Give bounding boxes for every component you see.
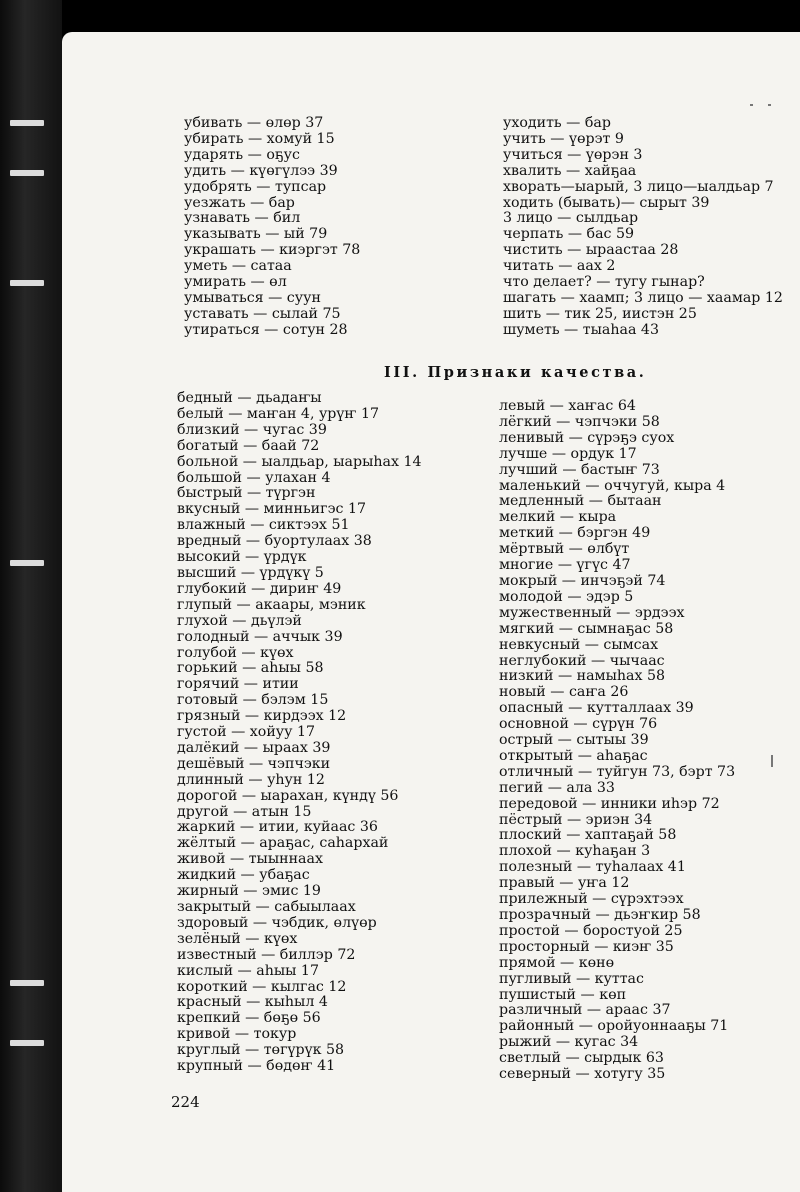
dictionary-entry: неглубокий — чычаас <box>499 652 665 669</box>
dictionary-entry: низкий — намыһах 58 <box>499 668 666 685</box>
dictionary-entry: горячий — итии <box>177 676 299 693</box>
dictionary-entry: кислый — аһыы 17 <box>177 962 319 979</box>
dictionary-entry: лёгкий — чэпчэки 58 <box>499 413 660 430</box>
dictionary-entry: утираться — сотун 28 <box>184 321 348 338</box>
dictionary-entry: пёстрый — эриэн 34 <box>499 811 653 828</box>
dictionary-entry: убивать — өлөр 37 <box>184 115 324 131</box>
dictionary-entry: убирать — хомуй 15 <box>184 130 335 147</box>
dictionary-entry: удобрять — тупсар <box>184 178 327 195</box>
dictionary-entry: лучше — ордук 17 <box>499 445 637 462</box>
dictionary-entry: крепкий — бөҕө 56 <box>177 1010 321 1027</box>
dictionary-entry: хвалить — хайҕаа <box>503 162 637 179</box>
scan-speck <box>768 104 771 106</box>
dictionary-entry: уметь — сатаа <box>184 258 292 275</box>
dictionary-entry: узнавать — бил <box>184 210 301 227</box>
dictionary-entry: левый — хаҥас 64 <box>499 398 636 414</box>
dictionary-entry: мужественный — эрдээх <box>499 604 685 621</box>
scan-speck <box>771 755 773 767</box>
dictionary-entry: плохой — куһаҕан 3 <box>499 843 651 860</box>
dictionary-entry: красный — кыһыл 4 <box>177 994 328 1011</box>
dictionary-entry: что делает? — тугу гынар? <box>503 274 705 291</box>
spine-mark <box>10 1040 44 1046</box>
dictionary-entry: кривой — токур <box>177 1026 297 1043</box>
dictionary-entry: острый — сытыы 39 <box>499 732 649 749</box>
dictionary-entry: пегий — ала 33 <box>499 779 615 796</box>
dictionary-entry: меткий — бэргэн 49 <box>499 525 651 542</box>
dictionary-entry: опасный — кутталлаах 39 <box>499 700 694 717</box>
dictionary-entry: короткий — кылгас 12 <box>177 978 347 995</box>
dictionary-entry: мокрый — инчэҕэй 74 <box>499 572 666 589</box>
dictionary-entry: больной — ыалдьар, ыарыһах 14 <box>177 453 422 470</box>
bottom-right-column <box>499 399 735 1083</box>
dictionary-entry: полезный — туһалаах 41 <box>499 859 686 876</box>
dictionary-entry: шуметь — тыаһаа 43 <box>503 321 659 338</box>
dictionary-entry: простой — боростуой 25 <box>499 922 683 939</box>
dictionary-entry: лучший — бастыҥ 73 <box>499 461 660 478</box>
dictionary-entry: уходить — бар <box>503 115 611 131</box>
spine-mark <box>10 170 44 176</box>
dictionary-entry: грязный — кирдээх 12 <box>177 708 347 725</box>
dictionary-entry: ходить (бывать)— сырыт 39 <box>503 194 710 211</box>
top-left-column <box>184 116 360 339</box>
dictionary-entry: светлый — сырдык 63 <box>499 1050 664 1067</box>
dictionary-entry: круглый — төгүрүк 58 <box>177 1042 345 1059</box>
dictionary-entry: отличный — туйгун 73, бэрт 73 <box>499 763 736 780</box>
bottom-left-column <box>177 391 422 1075</box>
dictionary-entry: указывать — ый 79 <box>184 226 328 243</box>
dictionary-entry: открытый — аһаҕас <box>499 747 648 764</box>
book-spine <box>0 0 62 1192</box>
dictionary-entry: высший — үрдүкү 5 <box>177 564 324 581</box>
dictionary-entry: основной — сүрүн 76 <box>499 716 658 733</box>
dictionary-entry: пугливый — куттас <box>499 970 644 987</box>
dictionary-entry: голодный — аччык 39 <box>177 628 343 645</box>
book-page <box>62 32 800 1192</box>
dictionary-entry: глупый — акаары, мэник <box>177 596 366 613</box>
dictionary-entry: близкий — чугас 39 <box>177 421 327 438</box>
dictionary-entry: уставать — сылай 75 <box>184 305 341 322</box>
dictionary-entry: жирный — эмис 19 <box>177 883 321 900</box>
dictionary-entry: новый — саҥа 26 <box>499 684 629 701</box>
dictionary-entry: глухой — дьүлэй <box>177 612 302 629</box>
dictionary-entry: читать — аах 2 <box>503 258 616 275</box>
dictionary-entry: зелёный — күөх <box>177 930 298 947</box>
dictionary-entry: здоровый — чэбдик, өлүөр <box>177 914 377 931</box>
dictionary-entry: быстрый — түргэн <box>177 485 316 502</box>
dictionary-entry: ударять — оҕус <box>184 146 300 163</box>
dictionary-entry: уезжать — бар <box>184 194 295 211</box>
dictionary-entry: мягкий — сымнаҕас 58 <box>499 620 674 637</box>
scan-speck <box>750 104 753 106</box>
dictionary-entry: живой — тыыннаах <box>177 851 323 868</box>
dictionary-entry: передовой — инники иһэр 72 <box>499 795 720 812</box>
dictionary-entry: чистить — ыраастаа 28 <box>503 242 679 259</box>
dictionary-entry: черпать — бас 59 <box>503 226 635 243</box>
dictionary-entry: шагать — хаамп; 3 лицо — хаамар 12 <box>503 289 783 306</box>
dictionary-entry: умирать — өл <box>184 274 287 291</box>
dictionary-entry: богатый — баай 72 <box>177 437 320 454</box>
dictionary-entry: различный — араас 37 <box>499 1002 671 1019</box>
dictionary-entry: крупный — бөдөҥ 41 <box>177 1058 336 1075</box>
dictionary-entry: ленивый — сүрэҕэ суох <box>499 429 675 446</box>
dictionary-entry: далёкий — ыраах 39 <box>177 739 331 756</box>
dictionary-entry: прозрачный — дьэҥкир 58 <box>499 907 701 923</box>
dictionary-entry: медленный — бытаан <box>499 493 662 510</box>
dictionary-entry: голубой — күөх <box>177 644 294 661</box>
dictionary-entry: дорогой — ыарахан, күндү 56 <box>177 787 399 804</box>
dictionary-entry: мёртвый — өлбүт <box>499 541 630 558</box>
spine-mark <box>10 980 44 986</box>
top-right-column <box>503 116 783 339</box>
dictionary-entry: шить — тик 25, иистэн 25 <box>503 305 697 322</box>
dictionary-entry: районный — оройуоннааҕы 71 <box>499 1018 729 1035</box>
dictionary-entry: готовый — бэлэм 15 <box>177 692 329 709</box>
dictionary-entry: жёлтый — араҕас, саһархай <box>177 835 389 852</box>
dictionary-entry: вредный — буортулаах 38 <box>177 533 372 550</box>
dictionary-entry: бедный — дьадаҥы <box>177 390 322 406</box>
dictionary-entry: высокий — үрдүк <box>177 549 307 566</box>
spine-mark <box>10 280 44 286</box>
dictionary-entry: известный — биллэр 72 <box>177 946 356 963</box>
dictionary-entry: невкусный — сымсах <box>499 636 659 653</box>
dictionary-entry: жаркий — итии, куйаас 36 <box>177 819 378 836</box>
dictionary-entry: мелкий — кыра <box>499 509 617 526</box>
dictionary-entry: многие — үгүс 47 <box>499 557 631 574</box>
dictionary-entry: 3 лицо — сылдьар <box>503 210 639 227</box>
dictionary-entry: северный — хотугу 35 <box>499 1066 666 1083</box>
dictionary-entry: учить — үөрэт 9 <box>503 130 624 147</box>
dictionary-entry: другой — атын 15 <box>177 803 312 820</box>
dictionary-entry: хворать—ыарый, 3 лицо—ыалдьар 7 <box>503 178 774 195</box>
dictionary-entry: прямой — көнө <box>499 954 615 971</box>
dictionary-entry: правый — уҥа 12 <box>499 875 630 892</box>
dictionary-entry: просторный — киэҥ 35 <box>499 938 674 955</box>
spine-mark <box>10 560 44 566</box>
dictionary-entry: удить — күөгүлээ 39 <box>184 162 338 179</box>
dictionary-entry: дешёвый — чэпчэки <box>177 755 331 772</box>
dictionary-entry: прилежный — сүрэхтээх <box>499 891 684 908</box>
section-title: III. Признаки качества. <box>384 364 647 381</box>
dictionary-entry: маленький — оччугуй, кыра 4 <box>499 477 726 494</box>
dictionary-entry: украшать — киэргэт 78 <box>184 242 361 259</box>
dictionary-entry: молодой — эдэр 5 <box>499 588 634 605</box>
dictionary-entry: длинный — уһун 12 <box>177 771 325 788</box>
dictionary-entry: рыжий — кугас 34 <box>499 1034 639 1051</box>
dictionary-entry: вкусный — минньигэс 17 <box>177 501 367 518</box>
dictionary-entry: глубокий — дириҥ 49 <box>177 580 342 597</box>
dictionary-entry: большой — улахан 4 <box>177 469 331 486</box>
dictionary-entry: закрытый — сабыылаах <box>177 899 356 915</box>
dictionary-entry: учиться — үөрэн 3 <box>503 146 643 163</box>
dictionary-entry: плоский — хаптаҕай 58 <box>499 827 677 844</box>
dictionary-entry: густой — хойуу 17 <box>177 724 316 741</box>
dictionary-entry: влажный — сиктээх 51 <box>177 517 350 534</box>
dictionary-entry: белый — маҥан 4, урүҥ 17 <box>177 405 380 422</box>
dictionary-entry: умываться — суун <box>184 289 321 306</box>
dictionary-entry: пушистый — көп <box>499 986 627 1003</box>
page-number: 224 <box>171 1093 200 1111</box>
dictionary-entry: горький — аһыы 58 <box>177 660 324 677</box>
spine-mark <box>10 120 44 126</box>
dictionary-entry: жидкий — убаҕас <box>177 867 310 884</box>
